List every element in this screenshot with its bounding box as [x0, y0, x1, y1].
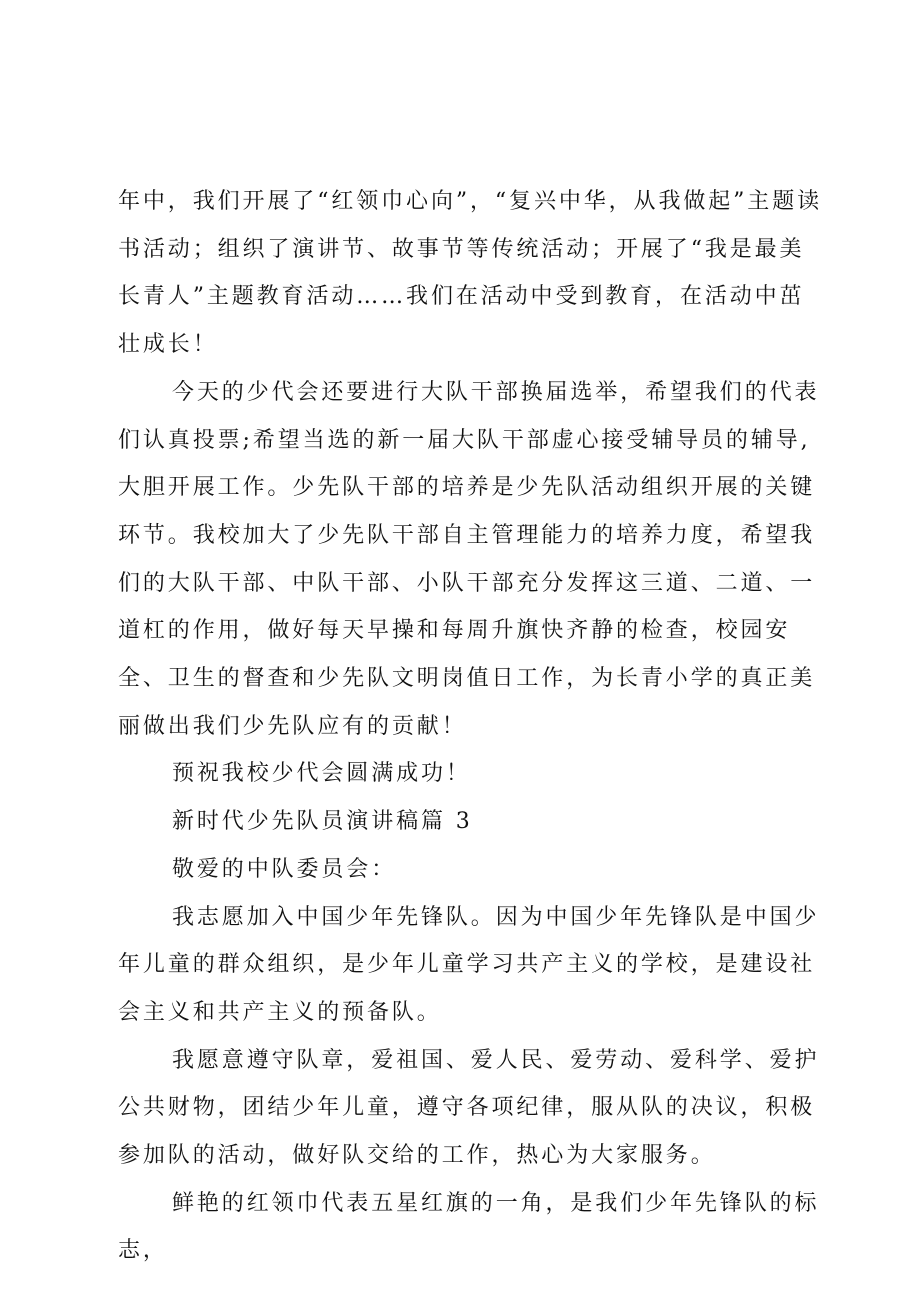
- document-body: [118, 178, 826, 1275]
- paragraph-election: 今天的少代会还要进行大队干部换届选举，希望我们的代表们认真投票;希望当选的新一届大队干部虚心接受辅导员的辅导,大胆开展工作。少先队干部的培养是少先队活动组织开展的关键环节。我校加大了少先队干部自主管理能力的培养力度，希望我们的大队干部、中队干部、小队干部充分发挥这三道、二道、一道杠的作用，做好每天早操和每周升旗快齐静的检查，校园安全、卫生的督查和少先队文明岗值日工作，为长青小学的真正美丽做出我们少先队应有的贡献！: [118, 379, 820, 739]
- paragraph-continued: 年中，我们开展了“红领巾心向”，“复兴中华，从我做起”主题读书活动；组织了演讲节、故事节等传统活动；开展了“我是最美长青人”主题教育活动……我们在活动中受到教育，在活动中茁壮成长！: [118, 189, 822, 358]
- paragraph-pledge: 我愿意遵守队章，爱祖国、爱人民、爱劳动、爱科学、爱护公共财物，团结少年儿童，遵守各项纪律，服从队的决议，积极参加队的活动，做好队交给的工作，热心为大家服务。: [118, 1047, 820, 1169]
- paragraph-wishes: 预祝我校少代会圆满成功！: [172, 761, 471, 787]
- paragraph-red-scarf: 鲜艳的红领巾代表五星红旗的一角，是我们少年先锋队的标志，: [118, 1190, 820, 1264]
- paragraph-volunteer: 我志愿加入中国少年先锋队。因为中国少年先锋队是中国少年儿童的群众组织，是少年儿童学习共产主义的学校，是建设社会主义和共产主义的预备队。: [118, 904, 820, 1025]
- section-heading: 新时代少先队员演讲稿篇 3: [172, 809, 473, 835]
- salutation: 敬爱的中队委员会：: [172, 856, 397, 882]
